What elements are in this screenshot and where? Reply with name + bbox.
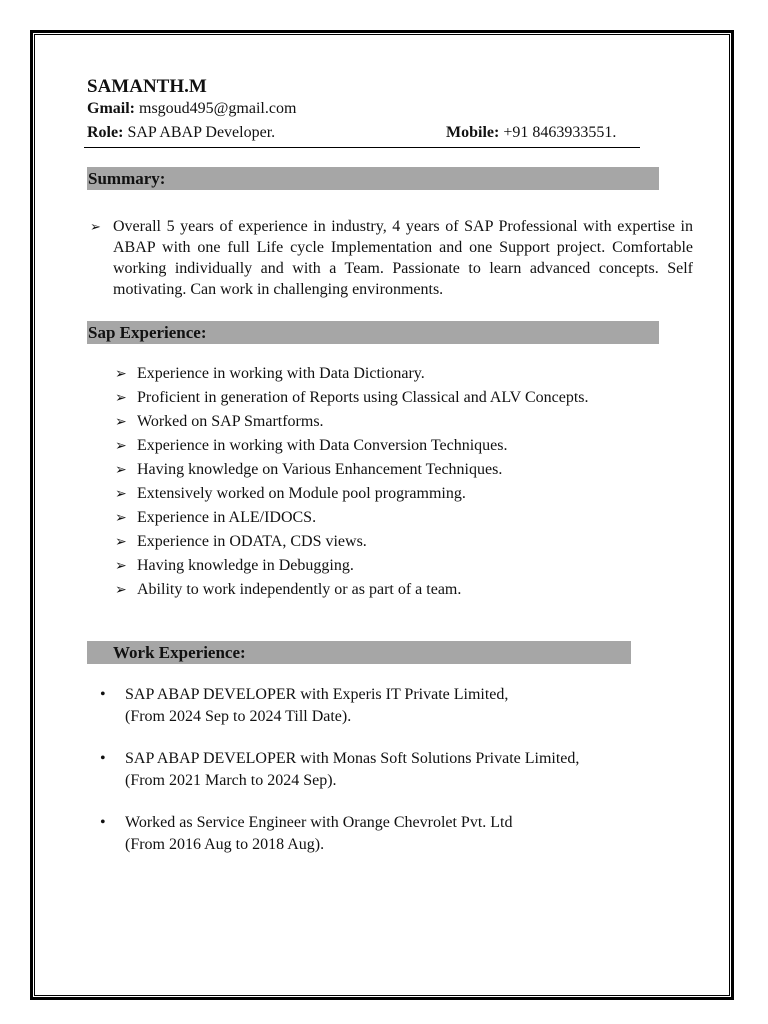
- summary-heading: Summary:: [87, 167, 659, 190]
- list-item: [115, 482, 589, 506]
- work-title: SAP ABAP DEVELOPER with Experis IT Private Limited,: [125, 686, 509, 703]
- list-item-text: Worked on SAP Smartforms.: [137, 413, 324, 430]
- list-item: [115, 554, 589, 578]
- bullet-dot-icon: •: [100, 750, 106, 767]
- header-divider: [84, 147, 640, 148]
- arrow-bullet-icon: ➢: [115, 511, 127, 526]
- arrow-bullet-icon: ➢: [115, 391, 127, 406]
- work-item: [100, 812, 513, 856]
- list-item: [115, 410, 589, 434]
- work-dates: (From 2016 Aug to 2018 Aug).: [125, 836, 325, 853]
- arrow-bullet-icon: ➢: [115, 367, 127, 382]
- list-item-text: Proficient in generation of Reports using Classical and ALV Concepts.: [137, 389, 589, 406]
- list-item: [115, 434, 589, 458]
- list-item: [115, 506, 589, 530]
- summary-item: [87, 216, 693, 300]
- list-item-text: Having knowledge on Various Enhancement Techniques.: [137, 461, 503, 478]
- role-line: [87, 124, 640, 142]
- work-title: Worked as Service Engineer with Orange Chevrolet Pvt. Ltd: [125, 814, 513, 831]
- mobile-field: [446, 124, 616, 142]
- list-item: [115, 458, 589, 482]
- gmail-line: [87, 100, 296, 118]
- bullet-dot-icon: •: [100, 814, 106, 831]
- arrow-bullet-icon: ➢: [115, 559, 127, 574]
- list-item: [115, 578, 589, 602]
- arrow-bullet-icon: ➢: [115, 487, 127, 502]
- list-item-text: Experience in ODATA, CDS views.: [137, 533, 367, 550]
- role-label: Role:: [87, 124, 124, 141]
- arrow-bullet-icon: ➢: [115, 463, 127, 478]
- list-item-text: Experience in working with Data Dictionary.: [137, 365, 425, 382]
- mobile-value: +91 8463933551.: [499, 124, 617, 141]
- list-item-text: Experience in working with Data Conversion Techniques.: [137, 437, 508, 454]
- role-value: SAP ABAP Developer.: [123, 124, 276, 141]
- work-experience-heading: Work Experience:: [87, 641, 631, 664]
- list-item-text: Ability to work independently or as part of a team.: [137, 581, 462, 598]
- sap-experience-list: [115, 362, 589, 602]
- work-dates: (From 2024 Sep to 2024 Till Date).: [125, 708, 352, 725]
- list-item: [115, 362, 589, 386]
- arrow-bullet-icon: ➢: [90, 219, 101, 234]
- gmail-value: msgoud495@gmail.com: [135, 100, 297, 117]
- list-item: [115, 386, 589, 410]
- arrow-bullet-icon: ➢: [115, 583, 127, 598]
- sap-experience-heading: Sap Experience:: [87, 321, 659, 344]
- gmail-label: Gmail:: [87, 100, 135, 117]
- arrow-bullet-icon: ➢: [115, 439, 127, 454]
- work-item: [100, 684, 508, 728]
- work-title: SAP ABAP DEVELOPER with Monas Soft Solutions Private Limited,: [125, 750, 580, 767]
- list-item-text: Extensively worked on Module pool programming.: [137, 485, 466, 502]
- summary-text: Overall 5 years of experience in industry, 4 years of SAP Professional with expertise in ABAP with one full Life cycle Implementation and one Support project. Comfortable working individually and with a Team. Passionate to learn advanced concepts. Self motivating. Can work in challenging environments.: [113, 218, 693, 298]
- work-dates: (From 2021 March to 2024 Sep).: [125, 772, 337, 789]
- mobile-label: Mobile:: [446, 124, 500, 141]
- list-item: [115, 530, 589, 554]
- work-item: [100, 748, 579, 792]
- bullet-dot-icon: •: [100, 686, 106, 703]
- candidate-name: SAMANTH.M: [87, 76, 207, 97]
- list-item-text: Having knowledge in Debugging.: [137, 557, 354, 574]
- arrow-bullet-icon: ➢: [115, 415, 127, 430]
- arrow-bullet-icon: ➢: [115, 535, 127, 550]
- list-item-text: Experience in ALE/IDOCS.: [137, 509, 317, 526]
